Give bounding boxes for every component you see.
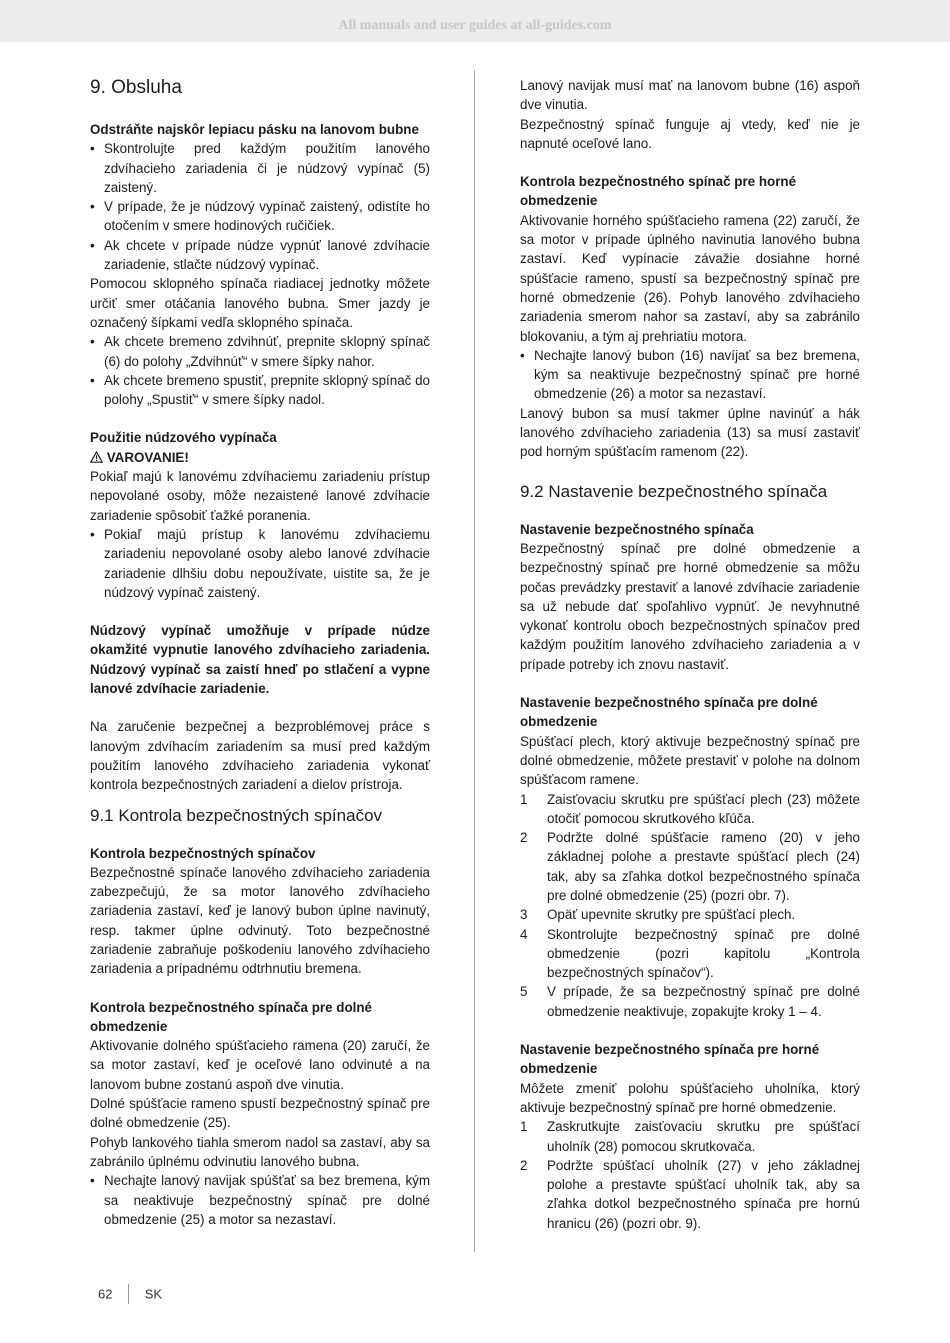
paragraph: Pomocou sklopného spínača riadiacej jednotky môžete určiť smer otáčania lanového bubna. Smer jazdy je označený šípkami vedľa sklopného spínača. bbox=[90, 276, 430, 330]
subsection-heading: Nastavenie bezpečnostného spínača pre dolné obmedzenie bbox=[520, 695, 818, 730]
section-title: 9. Obsluha bbox=[90, 77, 182, 98]
warning-triangle-icon bbox=[90, 451, 103, 463]
section-title: 9.1 Kontrola bezpečnostných spínačov bbox=[90, 805, 383, 825]
paragraph: Dolné spúšťacie rameno spustí bezpečnostný spínač pre dolné obmedzenie (25). bbox=[90, 1096, 430, 1131]
paragraph: Bezpečnostný spínač funguje aj vtedy, keď nie je napnuté oceľové lano. bbox=[520, 116, 860, 151]
list-item: • Ak chcete bremeno spustiť, prepnite sklopný spínač do polohy „Spustiť“ v smere šípky nadol. bbox=[90, 371, 430, 410]
bold-paragraph: Núdzový vypínač umožňuje v prípade núdze okamžité vypnutie lanového zdvíhacieho zariadenia. Núdzový vypínač sa zaistí hneď po stlačení a vypne lanové zdvíhacie zariadenie. bbox=[90, 623, 430, 697]
list-item: • Ak chcete v prípade núdze vypnúť lanové zdvíhacie zariadenie, stlačte núdzový vypínač. bbox=[90, 236, 430, 275]
step-number: 4 bbox=[520, 926, 528, 942]
subsection-heading: Použitie núdzového vypínača bbox=[90, 430, 277, 446]
page-footer bbox=[98, 1284, 162, 1304]
language-code: SK bbox=[144, 1286, 163, 1302]
list-item bbox=[520, 905, 860, 924]
section-title: 9.2 Nastavenie bezpečnostného spínača bbox=[520, 481, 828, 501]
warning-text: VAROVANIE! bbox=[106, 449, 189, 465]
list-item: • Skontrolujte pred každým použitím lanového zdvíhacieho zariadenia či je núdzový vypínač (5) zaistený. bbox=[90, 139, 430, 197]
list-item bbox=[520, 1117, 860, 1156]
list-item bbox=[520, 1156, 860, 1233]
list-item bbox=[520, 790, 860, 829]
list-item: • Pokiaľ majú prístup k lanovému zdvíhaciemu zariadeniu nepovolané osoby alebo lanové zdvíhacie zariadenie dlhšiu dobu nepoužívate, uistite sa, že je núdzový vypínač zaistený. bbox=[90, 525, 430, 602]
step-text: V prípade, že sa bezpečnostný spínač pre dolné obmedzenie neaktivuje, zopakujte kroky 1 – 4. bbox=[547, 984, 860, 1019]
step-text: Podržte dolné spúšťacie rameno (20) v jeho základnej polohe a prestavte spúšťací plech (24) tak, aby sa zľahka dotkol bezpečnostného spínača pre dolné obmedzenie (25) (pozri obr. 7). bbox=[547, 830, 860, 903]
bullet-list bbox=[90, 139, 430, 274]
subsection-heading: Nastavenie bezpečnostného spínača bbox=[520, 521, 754, 537]
paragraph: Aktivovanie dolného spúšťacieho ramena (20) zaručí, že sa motor zastaví, keď je oceľové lano odvinuté a na lanovom bubne zostanú aspoň dve vinutia. bbox=[90, 1038, 430, 1092]
step-number: 2 bbox=[520, 1157, 528, 1173]
paragraph: Pokiaľ majú k lanovému zdvíhaciemu zariadeniu prístup nepovolané osoby, môže nezaistené lanové zdvíhacie zariadenie spôsobiť ťažké poranenia. bbox=[90, 469, 430, 523]
paragraph: Pohyb lankového tiahla smerom nadol sa zastaví, aby sa zabránilo úplnému odvinutiu lanového bubna. bbox=[90, 1134, 430, 1169]
subsection-heading: Kontrola bezpečnostného spínača pre dolné obmedzenie bbox=[90, 999, 372, 1034]
subsection-heading: Kontrola bezpečnostných spínačov bbox=[90, 845, 316, 861]
page-number: 62 bbox=[98, 1286, 113, 1302]
bullet-list bbox=[90, 525, 430, 602]
paragraph: Môžete zmeniť polohu spúšťacieho uholníka, ktorý aktivuje bezpečnostný spínač pre horné obmedzenie. bbox=[520, 1080, 860, 1115]
step-number: 3 bbox=[520, 907, 528, 923]
step-number: 1 bbox=[520, 791, 528, 807]
subsection-heading: Odstráňte najskôr lepiacu pásku na lanovom bubne bbox=[90, 122, 419, 137]
left-column bbox=[90, 76, 430, 1229]
paragraph: Na zaručenie bezpečnej a bezproblémovej práce s lanovým zdvíhacím zariadením sa musí pred každým použitím lanového zdvíhacieho zariadenia vykonať kontrola bezpečnostných zariadení a dielov prístroja. bbox=[90, 719, 430, 793]
footer-divider bbox=[128, 1284, 129, 1304]
bullet-list bbox=[90, 1171, 430, 1229]
paragraph: Spúšťací plech, ktorý aktivuje bezpečnostný spínač pre dolné obmedzenie, môžete prestaviť v polohe na dolnom spúšťacom ramene. bbox=[520, 733, 860, 788]
step-number: 5 bbox=[520, 984, 528, 1000]
numbered-list bbox=[520, 1117, 860, 1233]
step-text: Zaisťovaciu skrutku pre spúšťací plech (23) môžete otočiť pomocou skrutkového kľúča. bbox=[547, 791, 860, 826]
paragraph: Aktivovanie horného spúšťacieho ramena (22) zaručí, že sa motor v prípade úplného navinutia lanového bubna zastaví. Keď vypínacie závažie dosiahne horné spúšťacie rameno, spustí sa bezpečnostný spínač pre horné obmedzenie (26). Pohyb lanového zdvíhacieho zariadenia smerom nahor sa zastaví, aby sa zabránilo blokovaniu, a tým aj prehriatiu motora. bbox=[520, 212, 860, 344]
paragraph: Bezpečnostné spínače lanového zdvíhacieho zariadenia zabezpečujú, že sa motor lanového zdvíhacieho zariadenia zastaví, keď je lanový bubon úplne navinutý, resp. takmer úplne odvinutý. Toto bezpečnostné zariadenie zabraňuje poškodeniu lanového zdvíhacieho zariadenia a prípadnému odtrhnutiu bremena. bbox=[90, 864, 430, 977]
step-number: 2 bbox=[520, 830, 528, 846]
paragraph: Bezpečnostný spínač pre dolné obmedzenie a bezpečnostný spínač pre horné obmedzenie sa môžu počas prevádzky prestaviť a lanové zdvíhacie zariadenie sa už nebude dať spoľahlivo vypnúť. Je nevyhnutné vykonať kontrolu oboch bezpečnostných spínačov pred každým použitím lanového zdvíhacieho zariadenia a v prípade potreby ich znovu nastaviť. bbox=[520, 540, 860, 672]
step-text: Zaskrutkujte zaisťovaciu skrutku pre spúšťací uholník (28) pomocou skrutkovača. bbox=[547, 1119, 860, 1154]
column-divider bbox=[474, 70, 475, 1252]
list-item bbox=[520, 982, 860, 1021]
step-text: Skontrolujte bezpečnostný spínač pre dolné obmedzenie (pozri kapitolu „Kontrola bezpečnostných spínačov“). bbox=[547, 926, 860, 981]
step-text: Opäť upevnite skrutky pre spúšťací plech. bbox=[547, 907, 796, 923]
list-item: • Nechajte lanový navijak spúšťať sa bez bremena, kým sa neaktivuje bezpečnostný spínač pre dolné obmedzenie (25) a motor sa nezastaví. bbox=[90, 1171, 430, 1229]
subsection-heading: Kontrola bezpečnostného spínač pre horné obmedzenie bbox=[520, 174, 797, 209]
step-number: 1 bbox=[520, 1119, 528, 1135]
paragraph: Lanový navijak musí mať na lanovom bubne (16) aspoň dve vinutia. bbox=[520, 78, 860, 113]
bullet-list bbox=[520, 346, 860, 404]
list-item bbox=[520, 925, 860, 983]
banner-text: All manuals and user guides at all-guides.com bbox=[338, 18, 612, 33]
subsection-heading: Nastavenie bezpečnostného spínača pre horné obmedzenie bbox=[520, 1042, 820, 1077]
paragraph: Lanový bubon sa musí takmer úplne navinúť a hák lanového zdvíhacieho zariadenia (13) sa musí zastaviť pod horným spúšťacím ramenom (22). bbox=[520, 405, 860, 460]
right-column bbox=[520, 76, 860, 1233]
warning-label bbox=[90, 448, 430, 467]
bullet-list bbox=[90, 332, 430, 409]
list-item: • Nechajte lanový bubon (16) navíjať sa bez bremena, kým sa neaktivuje bezpečnostný spínač pre horné obmedzenie (26) a motor sa nezastaví. bbox=[520, 346, 860, 404]
numbered-list bbox=[520, 790, 860, 1022]
top-banner bbox=[0, 0, 950, 42]
step-text: Podržte spúšťací uholník (27) v jeho základnej polohe a prestavte spúšťací uholník tak, aby sa zľahka dotkol bezpečnostného spínača pre hornú hranicu (26) (pozri obr. 9). bbox=[547, 1157, 860, 1231]
list-item bbox=[520, 828, 860, 905]
list-item: • Ak chcete bremeno zdvihnúť, prepnite sklopný spínač (6) do polohy „Zdvihnúť“ v smere šípky nahor. bbox=[90, 332, 430, 371]
list-item: • V prípade, že je núdzový vypínač zaistený, odistíte ho otočením v smere hodinových ručičiek. bbox=[90, 197, 430, 236]
